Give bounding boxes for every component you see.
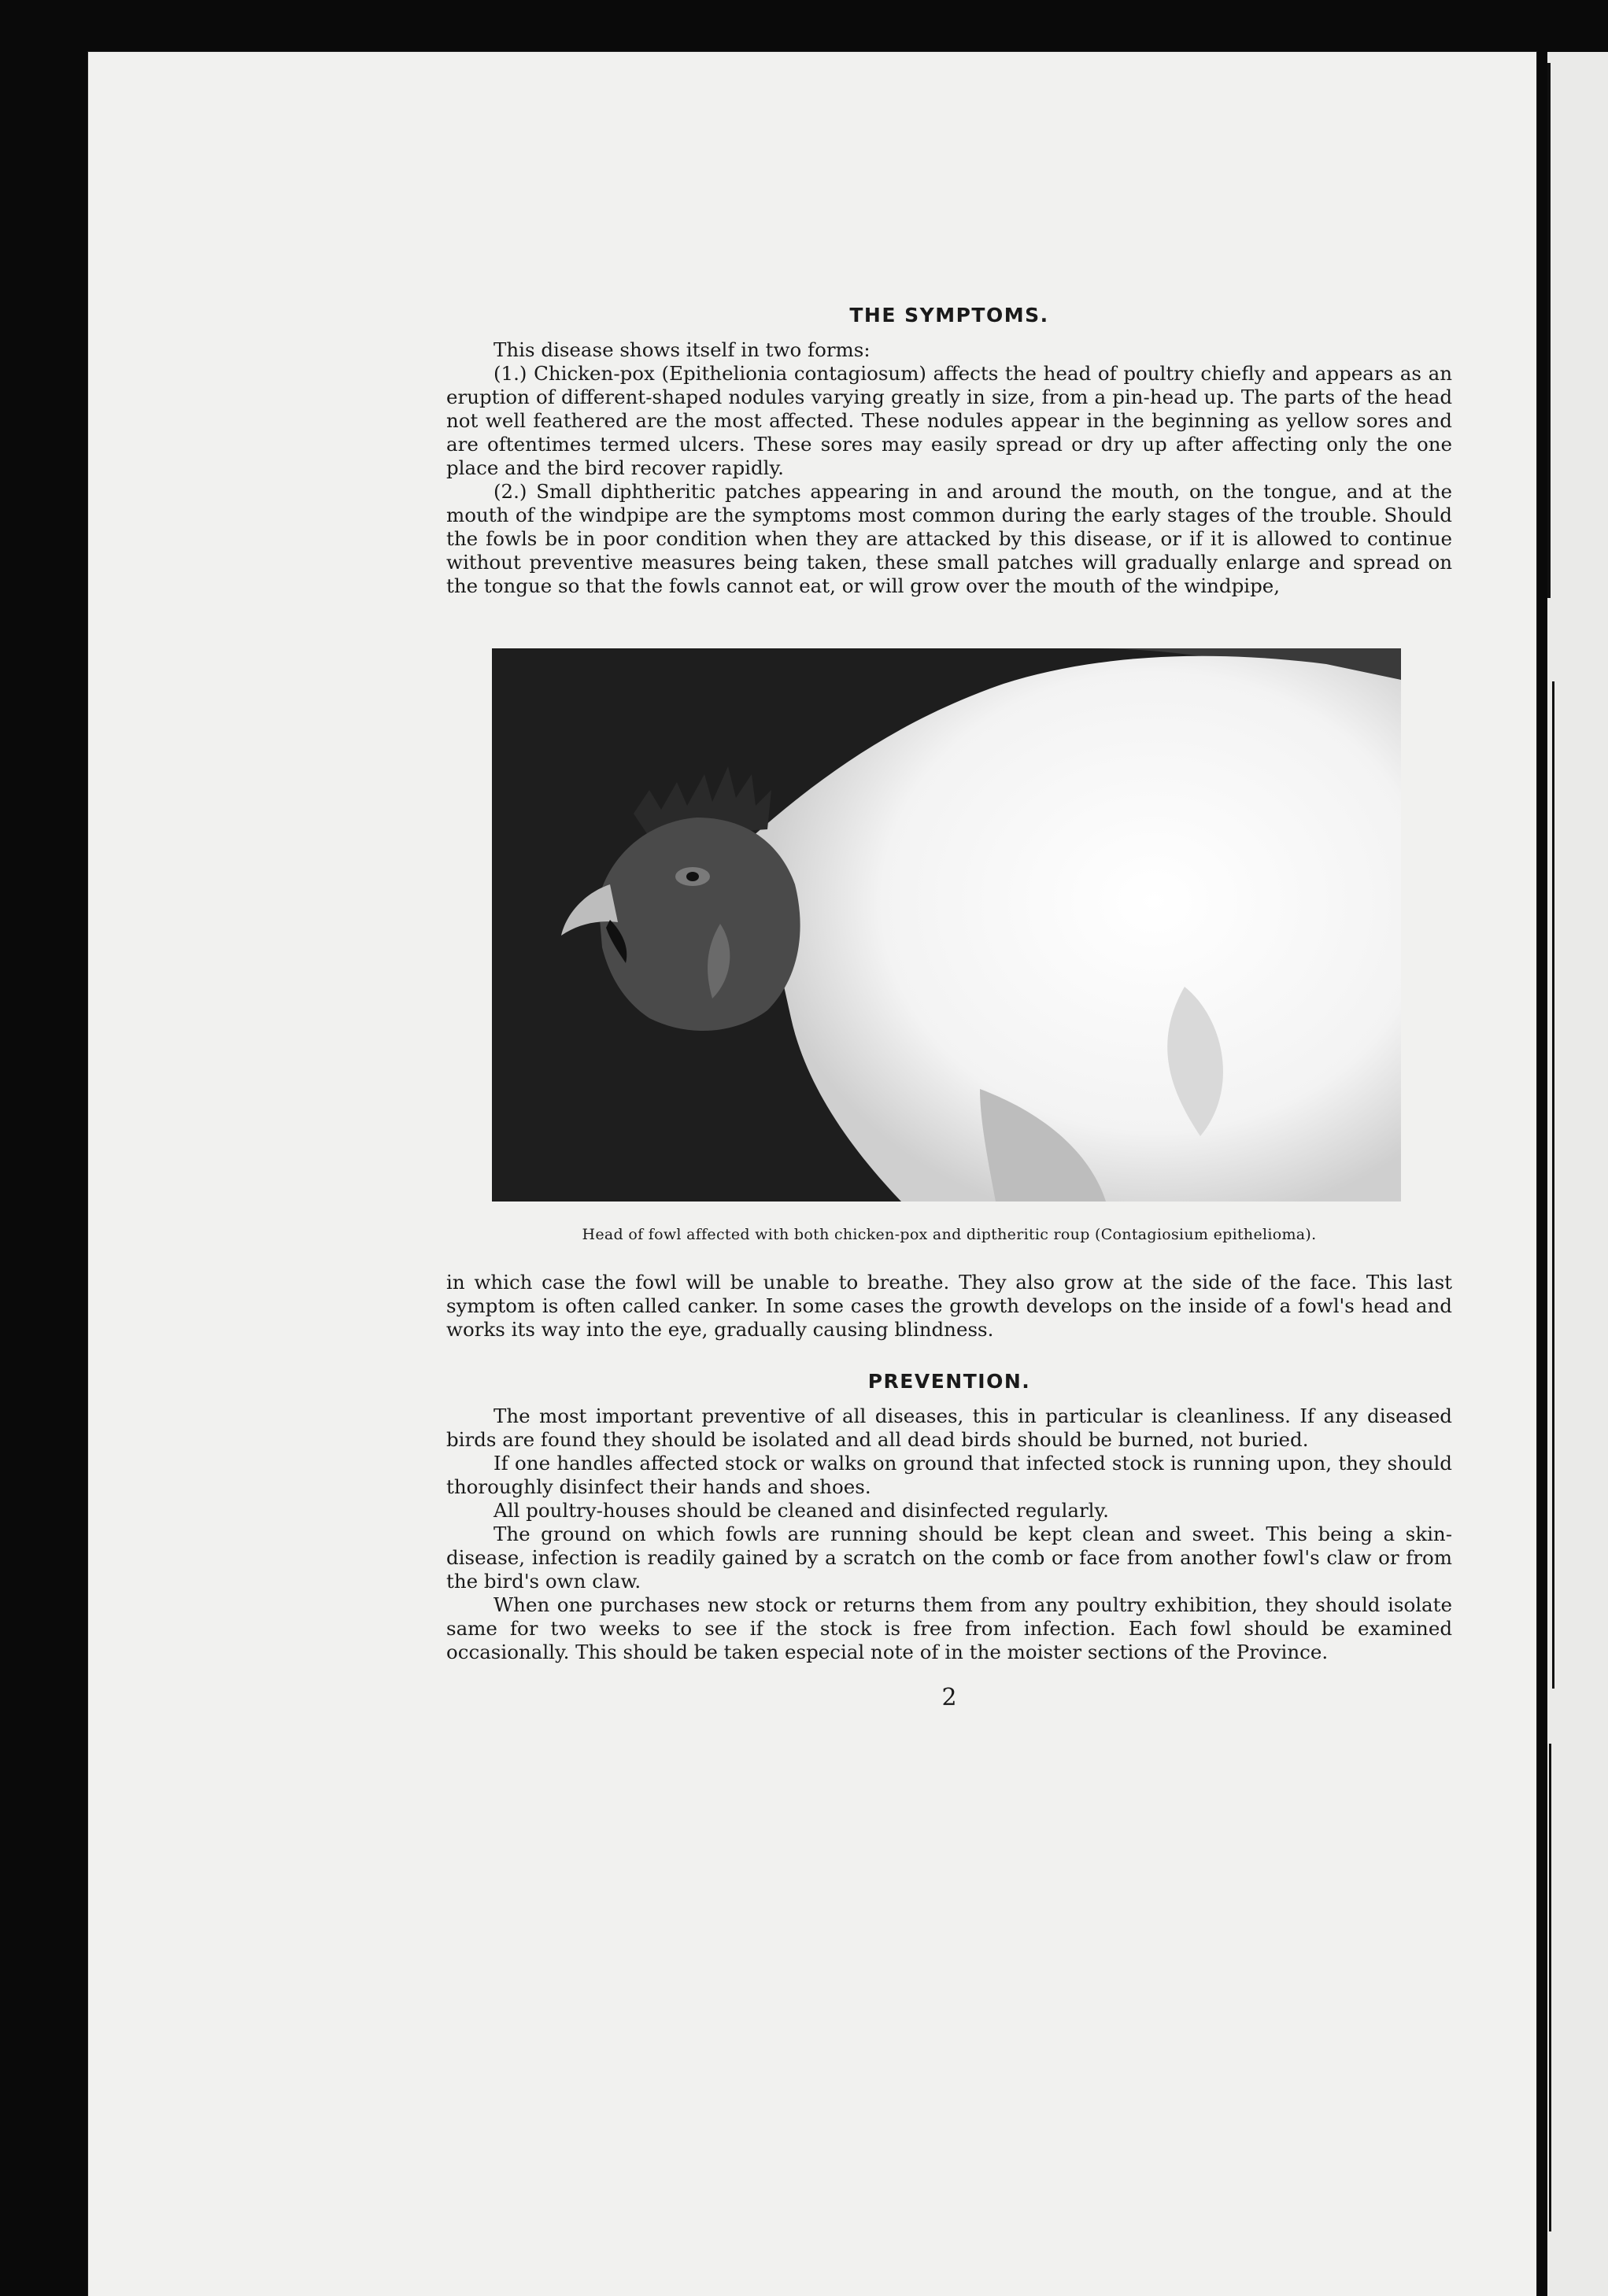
prevention-paragraph: The most important preventive of all diseases, this in particular is cleanliness. If any diseased birds are found they should be isolated and all dead birds should be burned, not buried. (446, 1405, 1452, 1451)
symptoms-paragraph: (1.) Chicken-pox (Epithelionia contagiosum) affects the head of poultry chiefly and appears as an eruption of different-shaped nodules varying greatly in size, from a pin-head up. The parts of the head not well feathered are the most affected. These nodules appear in the beginning as yellow sores and are oftentimes termed ulcers. These sores may easily spread or dry up after affecting only the one place and the bird recover rapidly. (446, 362, 1452, 479)
figure (446, 648, 1452, 1244)
fowl-photo-illustration (492, 648, 1401, 1202)
document-page (88, 52, 1536, 2296)
binding-line (1547, 63, 1551, 598)
adjacent-page-edge (1547, 52, 1608, 2296)
figure-caption: Head of fowl affected with both chicken-pox and diptheritic roup (Contagiosium epithelioma). (582, 1226, 1317, 1243)
prevention-paragraph: When one purchases new stock or returns them from any poultry exhibition, they should isolate same for two weeks to see if the stock is free from infection. Each fowl should be examined occasionally. This should be taken especial note of in the moister sections of the Province. (446, 1593, 1452, 1663)
symptoms-paragraph: This disease shows itself in two forms: (493, 338, 871, 361)
binding-line (1549, 1744, 1551, 2231)
continued-paragraph: in which case the fowl will be unable to breathe. They also grow at the side of the face. This last symptom is often called canker. In some cases the growth develops on the inside of a fowl's head and works its way into the eye, gradually causing blindness. (446, 1271, 1452, 1341)
page-content (446, 304, 1452, 1710)
prevention-paragraph: The ground on which fowls are running should be kept clean and sweet. This being a skin-disease, infection is readily gained by a scratch on the comb or face from another fowl's claw or from the bird's own claw. (446, 1523, 1452, 1593)
binding-line (1552, 681, 1554, 1689)
prevention-paragraph: All poultry-houses should be cleaned and disinfected regularly. (493, 1499, 1109, 1522)
page-number: 2 (941, 1684, 957, 1711)
prevention-paragraph: If one handles affected stock or walks on ground that infected stock is running upon, they should thoroughly disinfect their hands and shoes. (446, 1452, 1452, 1498)
symptoms-heading: THE SYMPTOMS. (849, 304, 1049, 327)
fowl-head-photo (492, 648, 1401, 1202)
prevention-heading: PREVENTION. (867, 1370, 1031, 1393)
symptoms-paragraph: (2.) Small diphtheritic patches appearing in and around the mouth, on the tongue, and at the mouth of the windpipe are the symptoms most common during the early stages of the trouble. Should the fowls be in poor condition when they are attacked by this disease, or if it is allowed to continue without preventive measures being taken, these small patches will gradually enlarge and spread on the tongue so that the fowls cannot eat, or will grow over the mouth of the windpipe, (446, 480, 1452, 597)
